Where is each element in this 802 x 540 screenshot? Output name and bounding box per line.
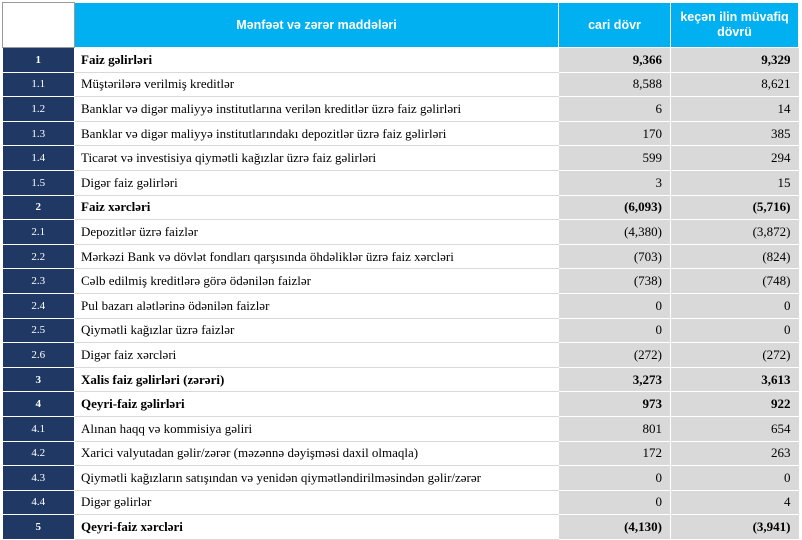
table-body (3, 48, 799, 540)
row-previous-value: 294 (671, 146, 799, 171)
table-row (3, 72, 799, 97)
row-current-value: 801 (559, 416, 671, 441)
row-previous-value: 3,613 (671, 367, 799, 392)
row-item-name: Mərkəzi Bank və dövlət fondları qarşısında öhdəliklər üzrə faiz xərcləri (75, 244, 559, 269)
row-current-value: 0 (559, 318, 671, 343)
row-item-name: Qeyri-faiz gəlirləri (75, 392, 559, 417)
row-current-value: 3 (559, 170, 671, 195)
row-previous-value: 0 (671, 466, 799, 491)
row-previous-value: 654 (671, 416, 799, 441)
row-previous-value: 8,621 (671, 72, 799, 97)
table-row (3, 515, 799, 540)
table-row (3, 195, 799, 220)
row-previous-value: 385 (671, 121, 799, 146)
row-current-value: 3,273 (559, 367, 671, 392)
header-previous-period: keçən ilin müvafiq dövrü (671, 3, 799, 48)
row-number: 1 (3, 48, 75, 73)
row-previous-value: 263 (671, 441, 799, 466)
row-item-name: Banklar və digər maliyyə institutlarına verilən kreditlər üzrə faiz gəlirləri (75, 97, 559, 122)
table-row (3, 170, 799, 195)
row-number: 2.1 (3, 220, 75, 245)
row-item-name: Digər faiz gəlirləri (75, 170, 559, 195)
row-current-value: 973 (559, 392, 671, 417)
row-previous-value: 4 (671, 490, 799, 515)
row-number: 1.2 (3, 97, 75, 122)
row-item-name: Depozitlər üzrə faizlər (75, 220, 559, 245)
row-number: 4 (3, 392, 75, 417)
row-current-value: (4,380) (559, 220, 671, 245)
table-row (3, 121, 799, 146)
row-previous-value: (272) (671, 343, 799, 368)
table-row (3, 244, 799, 269)
row-item-name: Faiz gəlirləri (75, 48, 559, 73)
row-previous-value: 922 (671, 392, 799, 417)
row-number: 2.3 (3, 269, 75, 294)
row-item-name: Banklar və digər maliyyə institutlarındakı depozitlər üzrə faiz gəlirləri (75, 121, 559, 146)
row-previous-value: 9,329 (671, 48, 799, 73)
row-item-name: Cəlb edilmiş kreditlərə görə ödənilən faizlər (75, 269, 559, 294)
row-number: 4.1 (3, 416, 75, 441)
row-number: 2.4 (3, 293, 75, 318)
row-number: 4.4 (3, 490, 75, 515)
row-current-value: 172 (559, 441, 671, 466)
row-current-value: (703) (559, 244, 671, 269)
row-previous-value: (3,941) (671, 515, 799, 540)
row-current-value: 6 (559, 97, 671, 122)
row-previous-value: (3,872) (671, 220, 799, 245)
row-current-value: 9,366 (559, 48, 671, 73)
table-row (3, 48, 799, 73)
table-row (3, 269, 799, 294)
row-previous-value: 15 (671, 170, 799, 195)
row-previous-value: 0 (671, 293, 799, 318)
row-item-name: Qiymətli kağızlar üzrə faizlər (75, 318, 559, 343)
row-number: 2.2 (3, 244, 75, 269)
row-number: 2.5 (3, 318, 75, 343)
row-number: 1.3 (3, 121, 75, 146)
table-row (3, 318, 799, 343)
row-current-value: (738) (559, 269, 671, 294)
table-row (3, 367, 799, 392)
table-row (3, 97, 799, 122)
row-current-value: (4,130) (559, 515, 671, 540)
row-number: 1.5 (3, 170, 75, 195)
header-current-period: cari dövr (559, 3, 671, 48)
table-row (3, 416, 799, 441)
row-number: 2.6 (3, 343, 75, 368)
row-number: 2 (3, 195, 75, 220)
row-item-name: Digər gəlirlər (75, 490, 559, 515)
table-row (3, 343, 799, 368)
row-previous-value: 0 (671, 318, 799, 343)
row-item-name: Xarici valyutadan gəlir/zərər (məzənnə dəyişməsi daxil olmaqla) (75, 441, 559, 466)
row-number: 3 (3, 367, 75, 392)
row-item-name: Xalis faiz gəlirləri (zərəri) (75, 367, 559, 392)
row-current-value: 8,588 (559, 72, 671, 97)
row-number: 1.1 (3, 72, 75, 97)
table-row (3, 466, 799, 491)
row-item-name: Qiymətli kağızların satışından və yenidən qiymətləndirilməsindən gəlir/zərər (75, 466, 559, 491)
row-number: 1.4 (3, 146, 75, 171)
row-current-value: 0 (559, 466, 671, 491)
row-current-value: 599 (559, 146, 671, 171)
income-statement-table (2, 2, 799, 540)
row-current-value: (272) (559, 343, 671, 368)
row-previous-value: (748) (671, 269, 799, 294)
table-row (3, 220, 799, 245)
row-item-name: Müştərilərə verilmiş kreditlər (75, 72, 559, 97)
row-previous-value: (5,716) (671, 195, 799, 220)
row-item-name: Digər faiz xərcləri (75, 343, 559, 368)
row-number: 5 (3, 515, 75, 540)
table-row (3, 293, 799, 318)
row-item-name: Faiz xərcləri (75, 195, 559, 220)
row-item-name: Ticarət və investisiya qiymətli kağızlar üzrə faiz gəlirləri (75, 146, 559, 171)
row-item-name: Alınan haqq və kommisiya gəliri (75, 416, 559, 441)
row-current-value: 0 (559, 490, 671, 515)
row-item-name: Pul bazarı alətlərinə ödənilən faizlər (75, 293, 559, 318)
row-previous-value: (824) (671, 244, 799, 269)
row-number: 4.3 (3, 466, 75, 491)
row-item-name: Qeyri-faiz xərcləri (75, 515, 559, 540)
table-row (3, 441, 799, 466)
table-row (3, 146, 799, 171)
table-header-row (3, 3, 799, 48)
header-items-title: Mənfəət və zərər maddələri (75, 3, 559, 48)
row-previous-value: 14 (671, 97, 799, 122)
table-row (3, 392, 799, 417)
row-current-value: (6,093) (559, 195, 671, 220)
row-current-value: 170 (559, 121, 671, 146)
header-number-cell (3, 3, 75, 48)
table-row (3, 490, 799, 515)
row-current-value: 0 (559, 293, 671, 318)
row-number: 4.2 (3, 441, 75, 466)
